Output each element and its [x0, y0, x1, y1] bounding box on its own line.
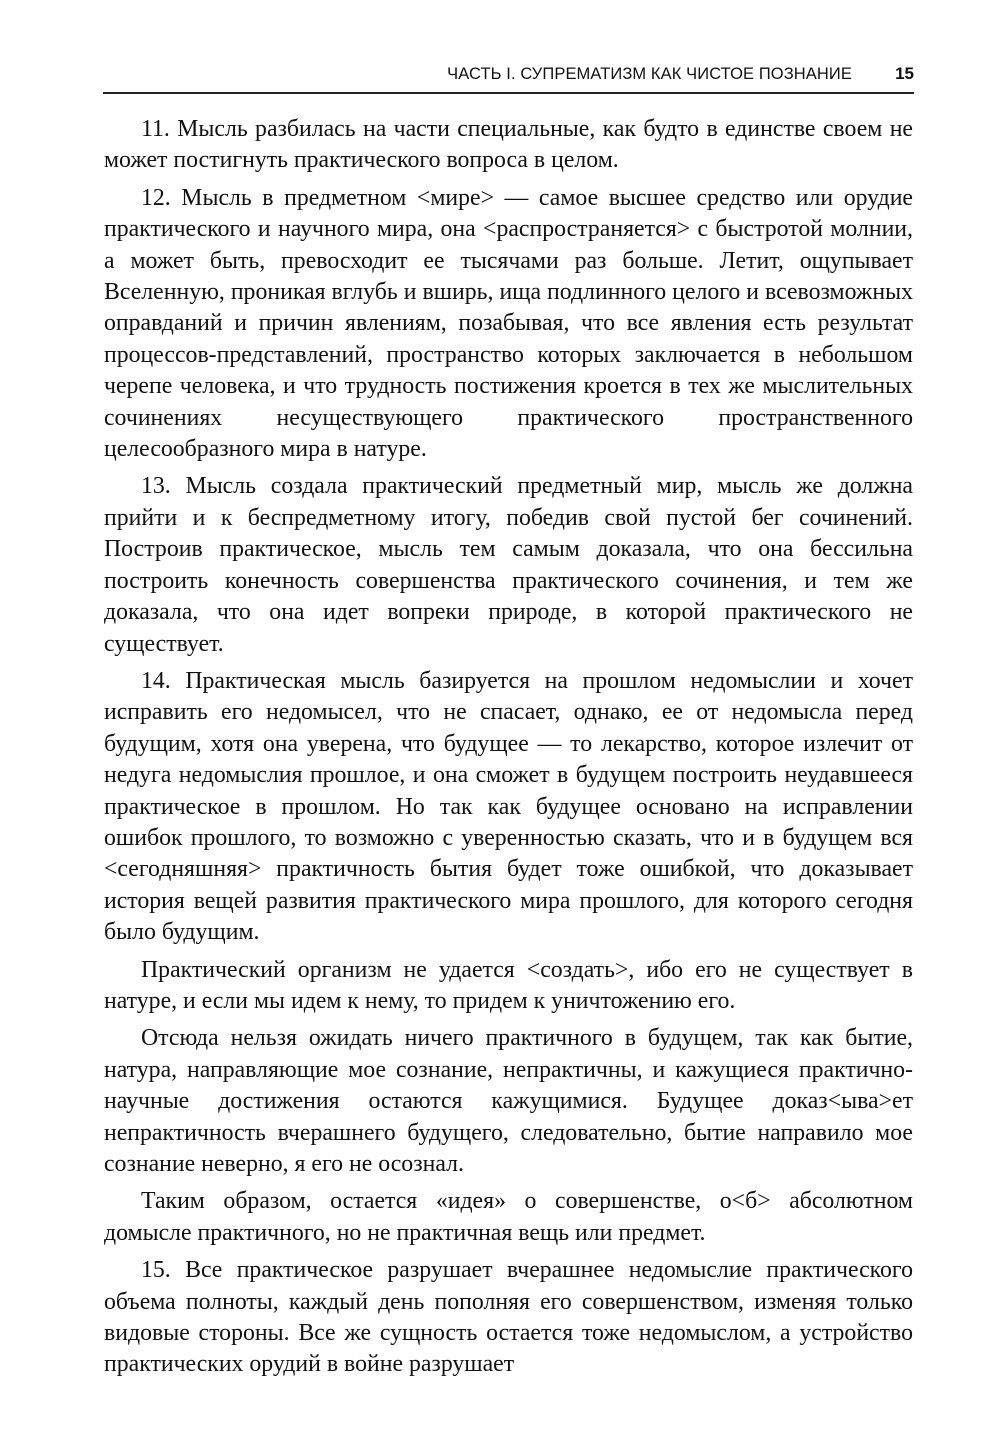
paragraph-future: Отсюда нельзя ожидать ничего практичного в будущем, так как бытие, натура, направляющие мое сознание, непрактичны, и кажущиеся практично-научные достижения остаются кажущимися. Будущее доказ<ыва>ет непрактичность вчерашнего будущего, следовательно, бытие направило мое сознание неверно, я его не осознал.: [104, 1025, 913, 1177]
paragraph-organism: Практический организм не удается <создать>, ибо его не существует в натуре, и если мы идем к нему, то придем к уничтожению его.: [104, 956, 913, 1014]
page-number: 15: [895, 64, 914, 83]
paragraph-13: 13. Мысль создала практический предметный мир, мысль же должна прийти и к беспредметному итогу, победив свой пустой бег сочинений. Построив практическое, мысль тем самым доказала, что она бессильна построить конечность совершенства практического сочинения, и тем же доказала, что она идет вопреки природе, в которой практического не существует.: [104, 473, 913, 657]
paragraph-12: 12. Мысль в предметном <мире> — самое высшее средство или орудие практического и научного мира, она <распространяется> с быстротой молнии, а может быть, превосходит ее тысячами раз больше. Летит, ощупывает Вселенную, проникая вглубь и вширь, ища подлинного целого и всевозможных оправданий и причин явлениям, позабывая, что все явления есть результат процессов-представлений, пространство которых заключается в небольшом черепе человека, и что трудность постижения кроется в тех же мыслительных сочинениях несуществующего практического пространственного целесообразного мира в натуре.: [104, 184, 913, 463]
paragraph-14: 14. Практическая мысль базируется на прошлом недомыслии и хочет исправить его недомысел, что не спасает, однако, ее от недомысла перед будущим, хотя она уверена, что будущее — то лекарство, которое излечит от недуга недомыслия прошлое, и она сможет в будущем построить неудавшееся практическое в прошлом. Но так как будущее основано на исправлении ошибок прошлого, то возможно с уверенностью сказать, что и в будущем вся <сегодняшняя> практичность бытия будет тоже ошибкой, что доказывает история вещей развития практического мира прошлого, для которого сегодня было будущим.: [104, 667, 913, 946]
header-title: ЧАСТЬ I. СУПРЕМАТИЗМ КАК ЧИСТОЕ ПОЗНАНИЕ: [447, 65, 852, 83]
paragraph-idea: Таким образом, остается «идея» о совершенстве, о<б> абсолютном домысле практичного, но не практичная вещь или предмет.: [104, 1188, 913, 1246]
paragraph-11: 11. Мысль разбилась на части специальные, как будто в единстве своем не может постигнуть практического вопроса в целом.: [104, 116, 913, 174]
paragraph-15: 15. Все практическое разрушает вчерашнее недомыслие практического объема полноты, каждый день пополняя его совершенством, изменяя только видовые стороны. Все же сущность остается тоже недомыслом, а устройство практических орудий в войне разрушает: [104, 1257, 913, 1378]
running-header: [103, 60, 914, 94]
body-text: [104, 114, 913, 1387]
